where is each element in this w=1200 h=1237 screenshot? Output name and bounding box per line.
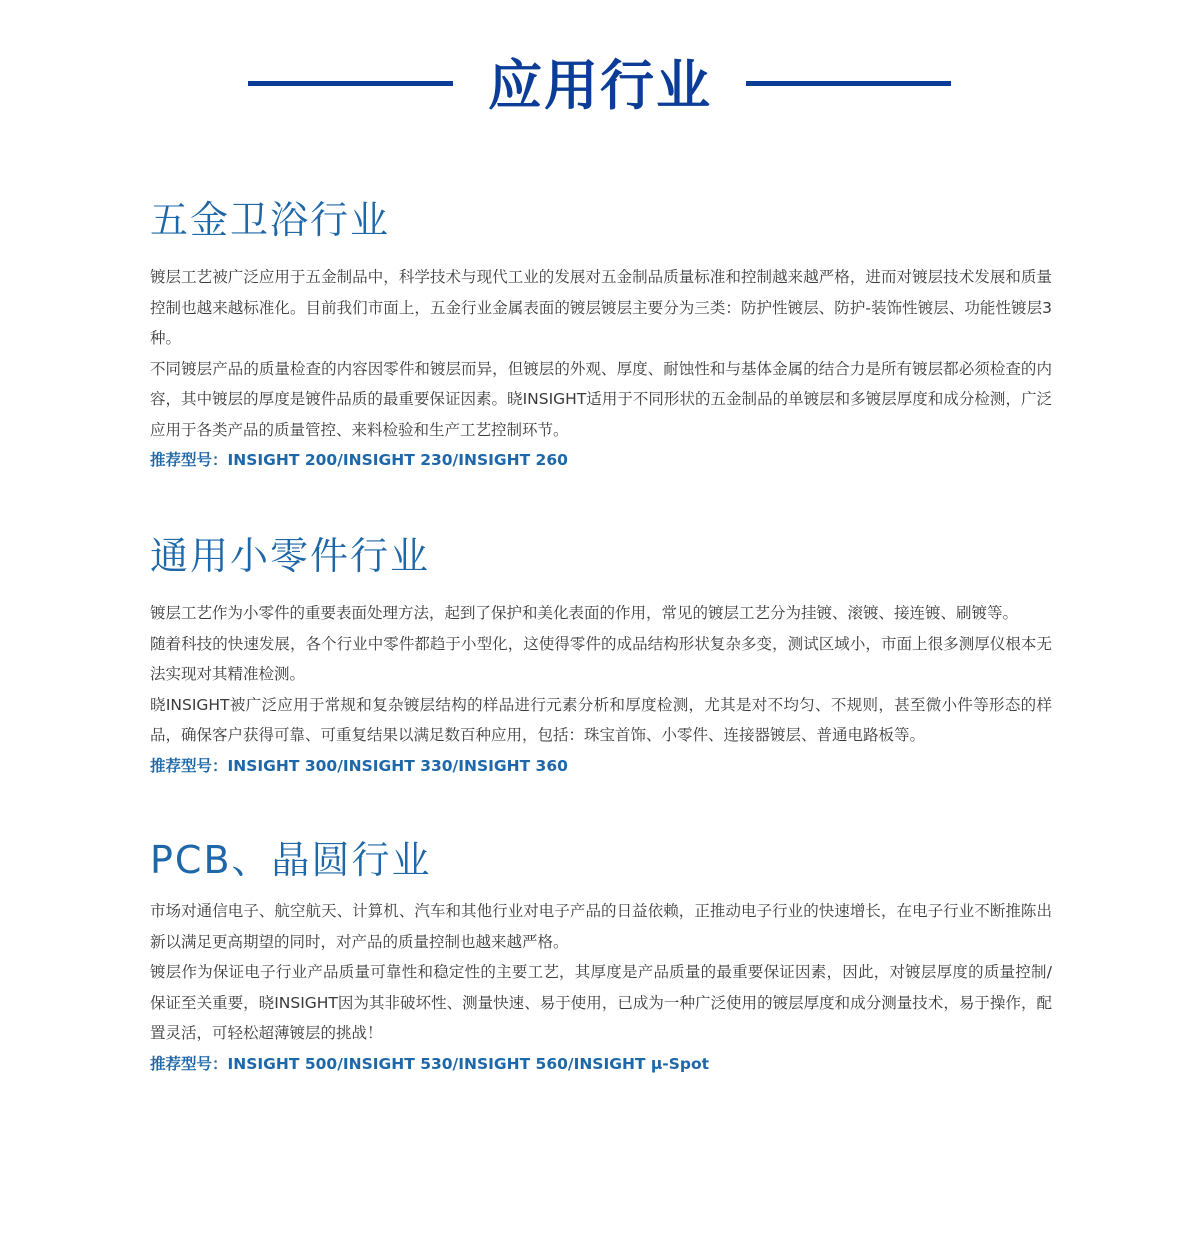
section-title: 五金卫浴行业	[150, 198, 391, 242]
paragraph: 市场对通信电子、航空航天、计算机、汽车和其他行业对电子产品的日益依赖，正推动电子行业的快速增长，在电子行业不断推陈出新以满足更高期望的同时，对产品的质量控制也越来越严格。	[150, 902, 1052, 951]
header-divider-left	[248, 81, 453, 86]
paragraph: 镀层工艺作为小零件的重要表面处理方法，起到了保护和美化表面的作用，常见的镀层工艺分为挂镀、滚镀、接连镀、刷镀等。	[150, 604, 1019, 622]
section-hardware-sanitary	[150, 196, 1052, 476]
section-body	[150, 598, 1052, 781]
models-list: INSIGHT 300/INSIGHT 330/INSIGHT 360	[227, 756, 568, 775]
paragraph: 随着科技的快速发展，各个行业中零件都趋于小型化，这使得零件的成品结构形状复杂多变，测试区域小，市面上很多测厚仪根本无法实现对其精准检测。	[150, 634, 1052, 683]
paragraph: 镀层工艺被广泛应用于五金制品中，科学技术与现代工业的发展对五金制品质量标准和控制越来越严格，进而对镀层技术发展和质量控制也越来越标准化。目前我们市面上，五金行业金属表面的镀层镀层主要分为三类：防护性镀层、防护-装饰性镀层、功能性镀层3种。	[150, 268, 1052, 347]
header-divider-right	[746, 81, 951, 86]
page-title: 应用行业	[488, 54, 712, 117]
recommended-models	[150, 751, 1052, 782]
paragraph: 不同镀层产品的质量检查的内容因零件和镀层而异，但镀层的外观、厚度、耐蚀性和与基体金属的结合力是所有镀层都必须检查的内容，其中镀层的厚度是镀件品质的最重要保证因素。晓INSIGHT适用于不同形状的五金制品的单镀层和多镀层厚度和成分检测，广泛应用于各类产品的质量管控、来料检验和生产工艺控制环节。	[150, 359, 1052, 439]
recommended-models	[150, 445, 1052, 476]
section-title: PCB、晶圆行业	[150, 838, 432, 882]
section-body	[150, 896, 1052, 1079]
models-label: 推荐型号：	[150, 756, 228, 775]
section-title: 通用小零件行业	[150, 534, 431, 578]
paragraph: 镀层作为保证电子行业产品质量可靠性和稳定性的主要工艺，其厚度是产品质量的最重要保证因素，因此，对镀层厚度的质量控制/保证至关重要，晓INSIGHT因为其非破坏性、测量快速、易于使用，已成为一种广泛使用的镀层厚度和成分测量技术，易于操作，配置灵活，可轻松超薄镀层的挑战！	[150, 963, 1052, 1042]
section-small-parts	[150, 532, 1052, 781]
section-pcb-wafer	[150, 836, 1052, 1079]
models-label: 推荐型号：	[150, 1054, 228, 1073]
models-label: 推荐型号：	[150, 451, 228, 469]
recommended-models	[150, 1049, 1052, 1080]
models-list: INSIGHT 500/INSIGHT 530/INSIGHT 560/INSIGHT μ-Spot	[227, 1054, 710, 1073]
models-list: INSIGHT 200/INSIGHT 230/INSIGHT 260	[227, 451, 568, 469]
section-body	[150, 262, 1052, 476]
paragraph: 晓INSIGHT被广泛应用于常规和复杂镀层结构的样品进行元素分析和厚度检测，尤其是对不均匀、不规则，甚至微小件等形态的样品，确保客户获得可靠、可重复结果以满足数百种应用，包括：珠宝首饰、小零件、连接器镀层、普通电路板等。	[150, 695, 1052, 744]
page-header	[0, 48, 1200, 128]
